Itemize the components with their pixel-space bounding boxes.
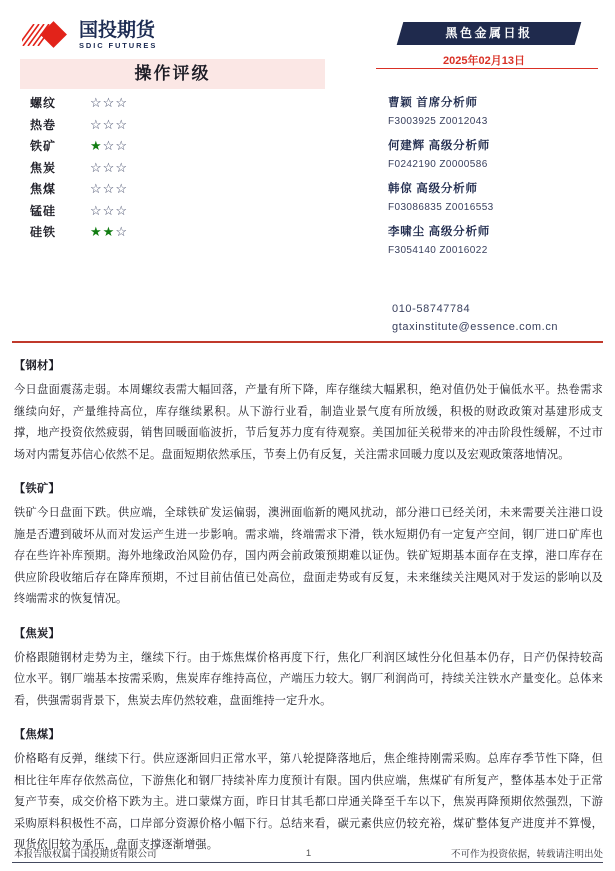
star-filled-icon: ★: [90, 138, 103, 154]
section-paragraph: 今日盘面震荡走弱。本周螺纹表需大幅回落，产量有所下降，库存继续大幅累积，绝对值仍处于偏低水平。热卷需求继续向好，产量维持高位，库存继续累积。从下游行业看，制造业景气度有所放缓，积极的财政政策对基建形成支撑，地产投资依然疲弱，销售回暖面临波折，节后复苏力度有待观察。美国加征关税带来的冲击阶段性缓解，不过市场对内需复苏信心依然不足。盘面短期依然承压，节奏上仍有反复，关注需求回暖力度以及宏观政策落地情况。: [14, 384, 603, 461]
rating-row-label: 螺纹: [30, 96, 57, 111]
section-heading: 【焦炭】: [14, 627, 60, 640]
contact-email[interactable]: gtaxinstitute@essence.com.cn: [392, 321, 559, 333]
rating-row-label: 焦炭: [30, 160, 57, 175]
report-section: [14, 480, 603, 611]
rating-row: [20, 135, 325, 157]
rating-row: [20, 200, 325, 222]
rating-row: [20, 221, 325, 243]
report-section: [14, 726, 603, 857]
section-heading: 【焦煤】: [14, 729, 60, 741]
company-logo: [22, 21, 157, 50]
star-empty-icon: ☆: [115, 224, 128, 240]
rating-stars: [90, 139, 128, 152]
logo-wordmark: [79, 21, 157, 50]
section-paragraph: 价格跟随钢材走势为主，继续下行。由于炼焦煤价格再度下行，焦化厂利润区域性分化但基本仍存，日产仍保持较高位水平。钢厂端基本按需采购，焦炭库存维持高位，产端压力较大。钢厂利润尚可，持续关注铁水产量变化。总体来看，供强需弱背景下，焦炭去库仍然较难，盘面维持一定升水。: [14, 651, 603, 707]
rating-row: [20, 92, 325, 114]
logo-chinese-name: 国投期货: [79, 20, 156, 41]
rating-stars: [90, 182, 128, 195]
report-body: [14, 357, 603, 871]
rating-row-label: 锰硅: [30, 203, 57, 218]
star-empty-icon: ☆: [115, 116, 128, 132]
footer-page-number: 1: [305, 847, 312, 859]
star-empty-icon: ☆: [102, 159, 116, 175]
date-divider: [376, 68, 598, 69]
report-banner-title: 黑色金属日报: [445, 26, 533, 40]
star-empty-icon: ☆: [90, 202, 103, 218]
report-section: [14, 357, 603, 466]
section-paragraph: 价格略有反弹，继续下行。供应逐渐回归正常水平，第八轮提降落地后，焦企维持刚需采购。总库存季节性下降，但相比往年库存依然高位，下游焦化和钢厂持续补库力度预计有限。国内供应端，焦煤矿有所复产，整体基本处于正常复产节奏，成交价格下跌为主。进口蒙煤方面，昨日甘其毛都口岸通关降至千车以下，焦炭再降预期依然强烈，下游采购原料积极性不高，口岸部分资源价格小幅下行。总结来看，碳元素供应仍较充裕，煤矿整体复产进度并不算慢，现货依旧较为承压，盘面支撑逐渐增强。: [14, 753, 603, 851]
section-heading: 【钢材】: [14, 360, 60, 372]
analyst-name: 李啸尘 高级分析师: [388, 226, 491, 238]
rating-stars: [90, 96, 128, 109]
rating-row: [20, 157, 325, 179]
star-empty-icon: ☆: [115, 181, 128, 197]
footer-copyright: 本报告版权属于国投期货有限公司: [14, 850, 157, 860]
report-section: [14, 625, 603, 713]
footer-disclaimer: 不可作为投资依据，转载请注明出处: [450, 850, 603, 860]
rating-row-label: 硅铁: [30, 225, 57, 240]
analyst-list: [388, 84, 608, 256]
rating-title: 操作评级: [134, 64, 211, 83]
analyst-license-code: F3054140 Z0016022: [388, 245, 488, 256]
section-paragraph: 铁矿今日盘面下跌。供应端，全球铁矿发运偏弱，澳洲面临新的飓风扰动，部分港口已经关闭，未来需要关注港口设施是否遭到破坏从而对发运产生进一步影响。需求端，终端需求下滑，铁水短期仍有一定复产空间，钢厂进口矿库也存在些许补库预期。海外地缘政治风险仍存，国内两会前政策预期难以证伪。铁矿短期基本面存在支撑，港口库存在供应阶段收缩后存在降库预期，不过目前估值已处高位，盘面走势或有反复，未来继续关注飓风对于发运的影响以及终端需求的恢复情况。: [14, 507, 603, 605]
rating-list: [20, 92, 325, 243]
star-empty-icon: ☆: [90, 116, 103, 132]
rating-stars: [90, 161, 128, 174]
rating-stars: [90, 118, 128, 131]
star-empty-icon: ☆: [90, 159, 103, 175]
star-empty-icon: ☆: [115, 202, 128, 218]
analyst-license-code: F0242190 Z0000586: [388, 159, 488, 170]
rating-row-label: 热卷: [30, 117, 57, 132]
rating-title-bar: [20, 59, 325, 89]
rating-stars: [90, 204, 128, 217]
rating-stars: [90, 225, 128, 238]
analyst-license-code: F03086835 Z0016553: [388, 202, 494, 213]
rating-row-label: 铁矿: [30, 139, 57, 154]
footer-divider: [12, 862, 603, 863]
rating-row: [20, 178, 325, 200]
header-body-divider: [12, 341, 603, 343]
logo-english-name: SDIC FUTURES: [79, 41, 158, 50]
contact-block: [392, 303, 612, 339]
logo-mark-icon: [22, 22, 74, 48]
star-filled-icon: ★: [90, 224, 103, 240]
star-empty-icon: ☆: [102, 202, 116, 218]
star-empty-icon: ☆: [102, 95, 116, 111]
analyst-name: 曹颖 首席分析师: [388, 97, 478, 109]
analyst-name: 韩倞 高级分析师: [388, 183, 478, 195]
star-empty-icon: ☆: [102, 138, 116, 154]
section-heading: 【铁矿】: [14, 483, 60, 495]
star-empty-icon: ☆: [115, 159, 128, 175]
star-empty-icon: ☆: [90, 181, 103, 197]
star-empty-icon: ☆: [102, 116, 116, 132]
star-empty-icon: ☆: [90, 95, 103, 111]
star-empty-icon: ☆: [102, 181, 116, 197]
star-empty-icon: ☆: [115, 95, 128, 111]
contact-phone: 010-58747784: [392, 303, 471, 315]
star-empty-icon: ☆: [115, 138, 128, 154]
analyst-name: 何建辉 高级分析师: [388, 140, 491, 152]
analyst-license-code: F3003925 Z0012043: [388, 116, 488, 127]
star-filled-icon: ★: [102, 224, 116, 240]
report-header: [0, 0, 615, 333]
report-date: 2025年02月13日: [443, 55, 525, 67]
page-footer: [14, 846, 603, 860]
rating-row: [20, 114, 325, 136]
rating-row-label: 焦煤: [30, 182, 57, 197]
